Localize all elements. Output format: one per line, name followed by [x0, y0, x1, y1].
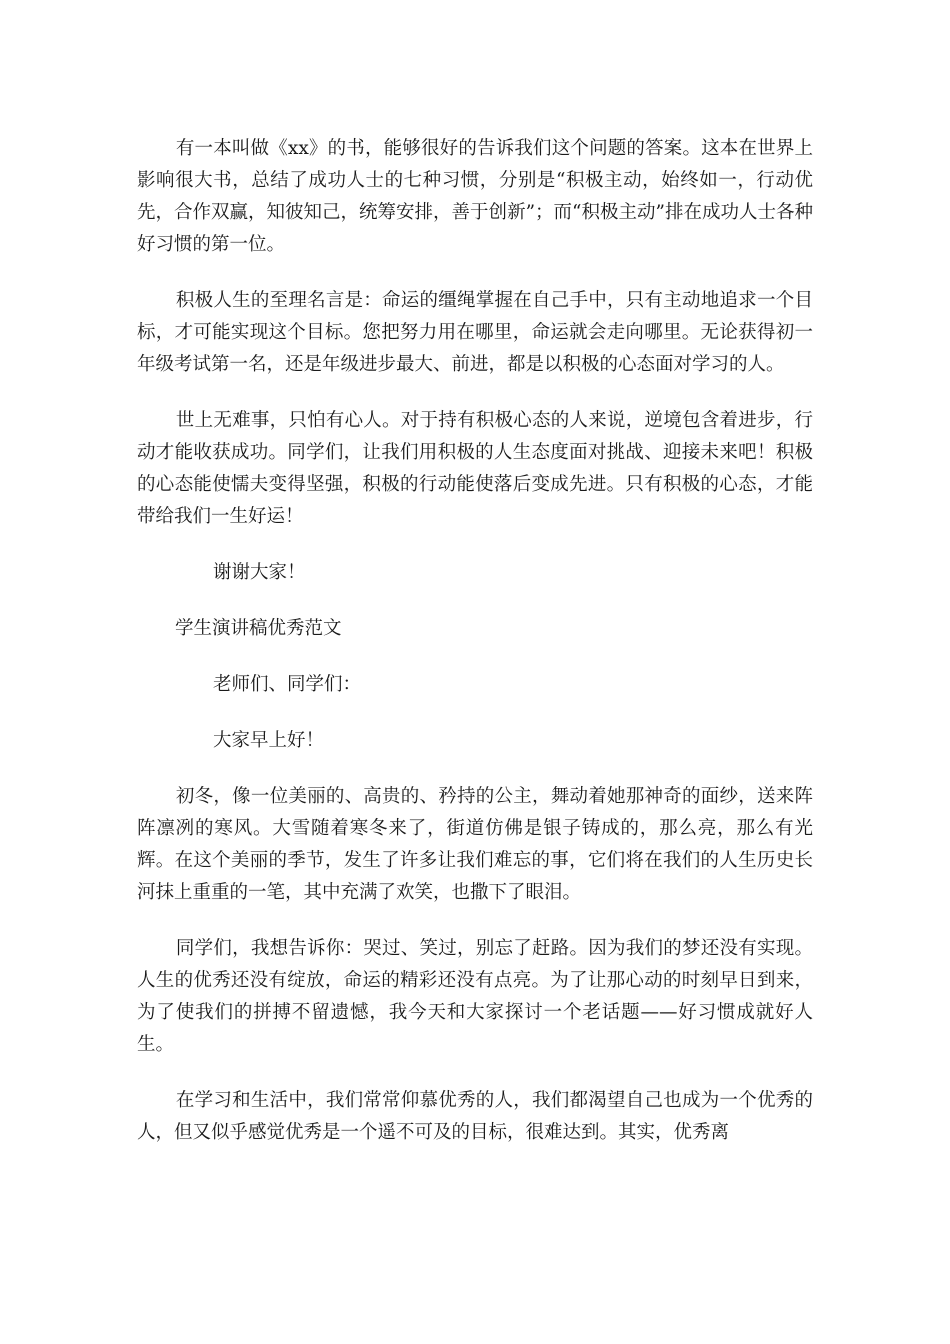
paragraph-early-winter: 初冬，像一位美丽的、高贵的、矜持的公主，舞动着她那神奇的面纱，送来阵阵凛冽的寒风。大雪随着寒冬来了，街道仿佛是银子铸成的，那么亮，那么有光辉。在这个美丽的季节，发生了许多让我们难忘的事，它们将在我们的人生历史长河抹上重重的一笔，其中充满了欢笑，也撒下了眼泪。: [137, 786, 813, 903]
paragraph-habits-book: 有一本叫做《xx》的书，能够很好的告诉我们这个问题的答案。这本在世界上影响很大书，总结了成功人士的七种习惯，分别是“积极主动，始终如一，行动优先，合作双赢，知彼知己，统筹安排，善于创新”；而“积极主动”排在成功人士各种好习惯的第一位。: [137, 138, 813, 255]
thanks-line: 谢谢大家！: [213, 562, 306, 583]
paragraph-positive-motto: 积极人生的至理名言是：命运的缰绳掌握在自己手中，只有主动地追求一个目标，才可能实现这个目标。您把努力用在哪里，命运就会走向哪里。无论获得初一年级考试第一名，还是年级进步最大、前进，都是以积极的心态面对学习的人。: [137, 290, 813, 375]
salutation-line: 老师们、同学们：: [213, 674, 362, 695]
section-title: 学生演讲稿优秀范文: [175, 618, 342, 639]
paragraph-admire-excellence: 在学习和生活中，我们常常仰慕优秀的人，我们都渴望自己也成为一个优秀的人，但又似乎感觉优秀是一个遥不可及的目标，很难达到。其实，优秀离: [137, 1090, 813, 1143]
greeting-line: 大家早上好！: [213, 730, 325, 751]
paragraph-keep-going: 同学们，我想告诉你：哭过、笑过，别忘了赶路。因为我们的梦还没有实现。人生的优秀还没有绽放，命运的精彩还没有点亮。为了让那心动的时刻早日到来，为了使我们的拼搏不留遗憾，我今天和大家探讨一个老话题——好习惯成就好人生。: [137, 938, 813, 1055]
paragraph-positive-attitude: 世上无难事，只怕有心人。对于持有积极心态的人来说，逆境包含着进步，行动才能收获成功。同学们，让我们用积极的人生态度面对挑战、迎接未来吧！积极的心态能使懦夫变得坚强，积极的行动能使落后变成先进。只有积极的心态，才能带给我们一生好运！: [137, 410, 813, 527]
document-body: [137, 133, 813, 1173]
